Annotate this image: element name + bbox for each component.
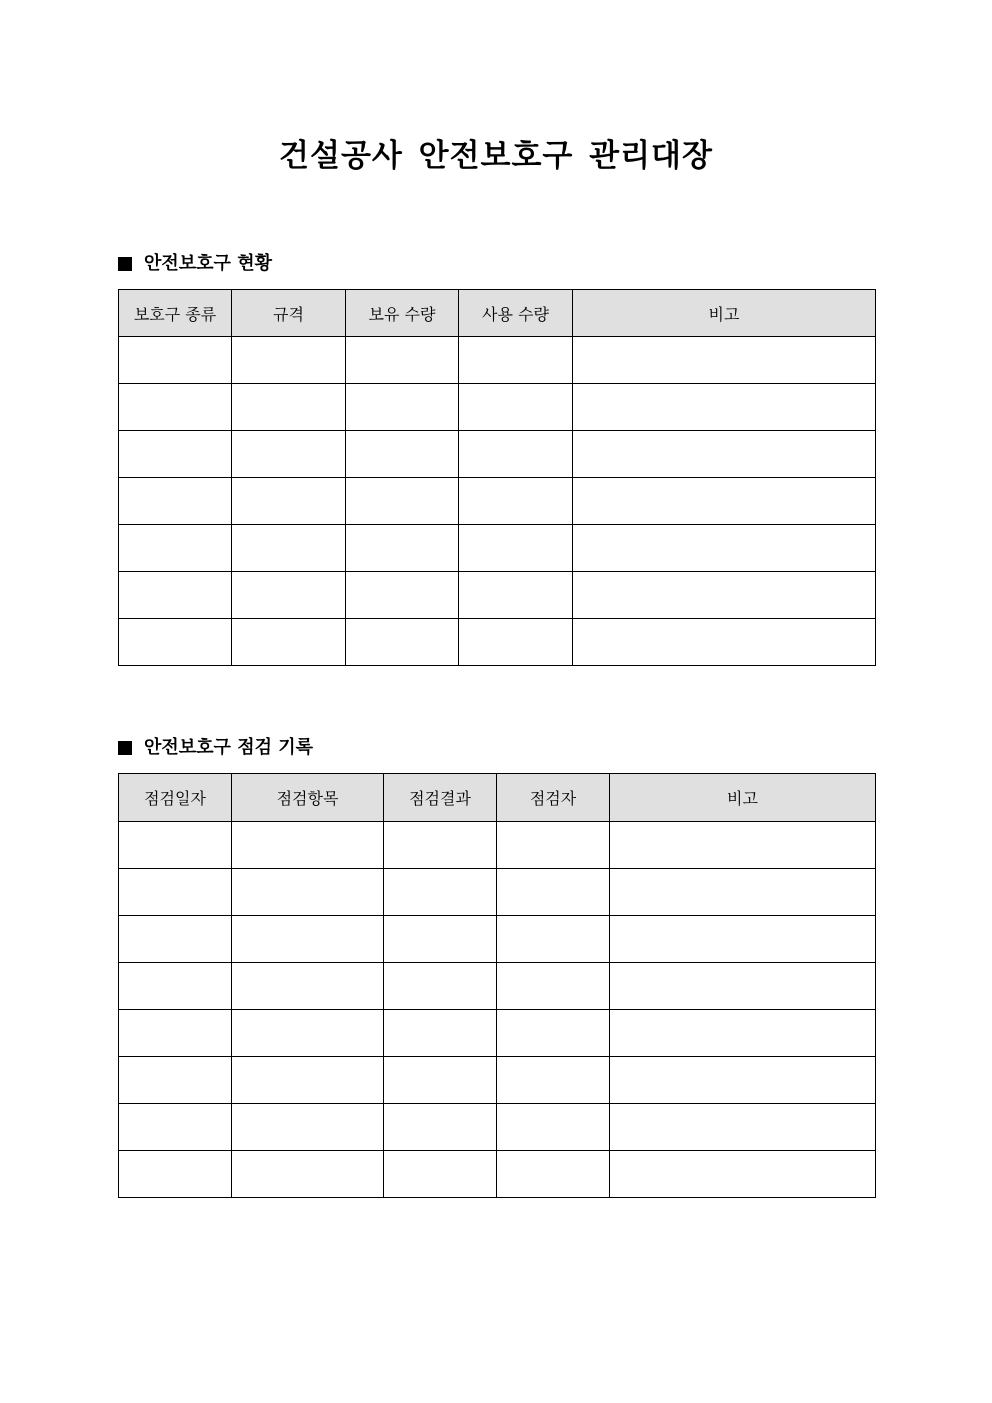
table-cell[interactable] xyxy=(346,384,459,431)
column-header: 점검자 xyxy=(497,774,610,822)
table-cell[interactable] xyxy=(497,1010,610,1057)
table-cell[interactable] xyxy=(232,916,384,963)
table-row xyxy=(119,822,876,869)
table-cell[interactable] xyxy=(384,1151,497,1198)
table-row xyxy=(119,1151,876,1198)
table-cell[interactable] xyxy=(119,822,232,869)
square-bullet-icon xyxy=(118,257,132,271)
column-header: 점검결과 xyxy=(384,774,497,822)
table-row xyxy=(119,572,876,619)
table-cell[interactable] xyxy=(119,1057,232,1104)
section-inspection-heading xyxy=(118,735,313,761)
table-header-row xyxy=(119,290,876,337)
table-cell[interactable] xyxy=(497,1151,610,1198)
inspection-record-table xyxy=(118,773,876,1198)
table-header-row xyxy=(119,774,876,822)
table-cell[interactable] xyxy=(232,525,346,572)
table-cell[interactable] xyxy=(119,1104,232,1151)
table-row xyxy=(119,869,876,916)
section-status-heading xyxy=(118,251,272,277)
section-status-heading-text: 안전보호구 현황 xyxy=(144,253,272,274)
table-cell[interactable] xyxy=(232,478,346,525)
document-title: 건설공사 안전보호구 관리대장 xyxy=(279,138,713,174)
table-cell[interactable] xyxy=(497,822,610,869)
square-bullet-icon xyxy=(118,741,132,755)
table-cell[interactable] xyxy=(346,478,459,525)
table-cell[interactable] xyxy=(232,869,384,916)
table-cell[interactable] xyxy=(459,525,573,572)
table-cell[interactable] xyxy=(232,1104,384,1151)
column-header: 비고 xyxy=(610,774,876,822)
table-cell[interactable] xyxy=(384,1057,497,1104)
table-cell[interactable] xyxy=(573,619,876,666)
table-cell[interactable] xyxy=(119,337,232,384)
table-cell[interactable] xyxy=(232,963,384,1010)
table-cell[interactable] xyxy=(232,572,346,619)
table-cell[interactable] xyxy=(459,384,573,431)
table-cell[interactable] xyxy=(384,869,497,916)
table-cell[interactable] xyxy=(459,337,573,384)
section-inspection-heading-text: 안전보호구 점검 기록 xyxy=(144,737,314,758)
column-header: 점검항목 xyxy=(232,774,384,822)
table-cell[interactable] xyxy=(346,431,459,478)
table-cell[interactable] xyxy=(232,431,346,478)
table-cell[interactable] xyxy=(497,1057,610,1104)
protective-equipment-status-table xyxy=(118,289,876,666)
table-cell[interactable] xyxy=(573,337,876,384)
table-row xyxy=(119,1010,876,1057)
table-cell[interactable] xyxy=(384,963,497,1010)
table-cell[interactable] xyxy=(119,572,232,619)
table-cell[interactable] xyxy=(232,619,346,666)
table-cell[interactable] xyxy=(232,384,346,431)
table-row xyxy=(119,431,876,478)
table-cell[interactable] xyxy=(232,1010,384,1057)
table-row xyxy=(119,1057,876,1104)
table-row xyxy=(119,525,876,572)
column-header: 점검일자 xyxy=(119,774,232,822)
table-cell[interactable] xyxy=(119,916,232,963)
table-cell[interactable] xyxy=(459,619,573,666)
table-cell[interactable] xyxy=(384,822,497,869)
table-cell[interactable] xyxy=(610,1057,876,1104)
column-header: 보유 수량 xyxy=(346,290,459,337)
table-row xyxy=(119,478,876,525)
table-cell[interactable] xyxy=(384,1010,497,1057)
table-cell[interactable] xyxy=(346,572,459,619)
table-cell[interactable] xyxy=(573,478,876,525)
table-row xyxy=(119,1104,876,1151)
table-cell[interactable] xyxy=(497,963,610,1010)
table-cell[interactable] xyxy=(346,337,459,384)
table-cell[interactable] xyxy=(119,1010,232,1057)
table-cell[interactable] xyxy=(459,478,573,525)
table-cell[interactable] xyxy=(497,1104,610,1151)
table-cell[interactable] xyxy=(459,431,573,478)
table-cell[interactable] xyxy=(610,869,876,916)
table-cell[interactable] xyxy=(232,1151,384,1198)
table-cell[interactable] xyxy=(232,1057,384,1104)
table-cell[interactable] xyxy=(573,431,876,478)
column-header: 규격 xyxy=(232,290,346,337)
table-cell[interactable] xyxy=(610,1010,876,1057)
table-cell[interactable] xyxy=(610,916,876,963)
table-cell[interactable] xyxy=(573,572,876,619)
table-cell[interactable] xyxy=(119,869,232,916)
column-header: 사용 수량 xyxy=(459,290,573,337)
column-header: 보호구 종류 xyxy=(119,290,232,337)
table-cell[interactable] xyxy=(610,1104,876,1151)
table-cell[interactable] xyxy=(232,337,346,384)
table-cell[interactable] xyxy=(497,869,610,916)
table-cell[interactable] xyxy=(119,525,232,572)
table-cell[interactable] xyxy=(459,572,573,619)
table-cell[interactable] xyxy=(384,916,497,963)
table-cell[interactable] xyxy=(119,619,232,666)
table-row xyxy=(119,337,876,384)
table-cell[interactable] xyxy=(119,431,232,478)
table-row xyxy=(119,384,876,431)
table-cell[interactable] xyxy=(119,963,232,1010)
table-cell[interactable] xyxy=(497,916,610,963)
table-cell[interactable] xyxy=(346,525,459,572)
table-cell[interactable] xyxy=(573,525,876,572)
column-header: 비고 xyxy=(573,290,876,337)
table-cell[interactable] xyxy=(119,478,232,525)
table-cell[interactable] xyxy=(384,1104,497,1151)
table-row xyxy=(119,963,876,1010)
table-cell[interactable] xyxy=(119,384,232,431)
table-cell[interactable] xyxy=(610,822,876,869)
table-cell[interactable] xyxy=(573,384,876,431)
table-row xyxy=(119,916,876,963)
table-cell[interactable] xyxy=(232,822,384,869)
table-cell[interactable] xyxy=(346,619,459,666)
table-cell[interactable] xyxy=(119,1151,232,1198)
table-row xyxy=(119,619,876,666)
table-cell[interactable] xyxy=(610,1151,876,1198)
table-cell[interactable] xyxy=(610,963,876,1010)
